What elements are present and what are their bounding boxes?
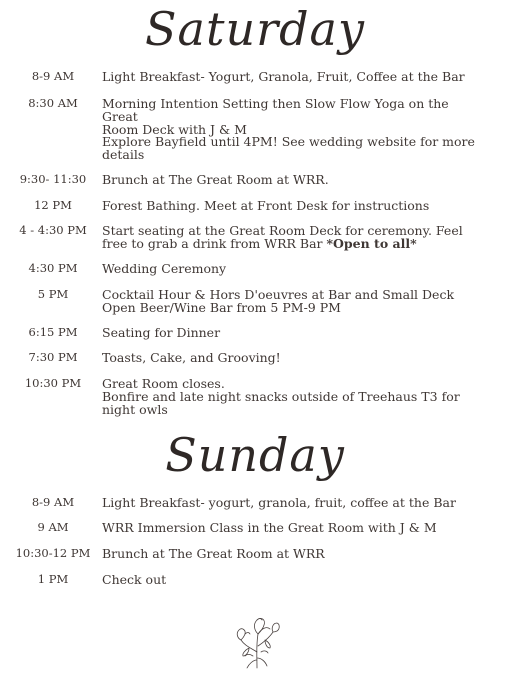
- schedule-time: 5 PM: [37, 287, 69, 301]
- schedule-time: 10:30 PM: [24, 376, 82, 390]
- schedule-time: 4:30 PM: [28, 261, 78, 275]
- schedule-time: 10:30-12 PM: [15, 546, 91, 560]
- schedule-desc: Light Breakfast- Yogurt, Granola, Fruit, Coffee at the Bar: [102, 69, 465, 84]
- schedule-time: 9 AM: [37, 520, 69, 534]
- schedule-desc: Seating for Dinner: [102, 325, 221, 340]
- schedule-desc: Morning Intention Setting then Slow Flow Yoga on the Great Room Deck with J & M: [102, 96, 449, 137]
- schedule-desc: Light Breakfast- yogurt, granola, fruit, coffee at the Bar: [102, 495, 456, 510]
- schedule-desc: [102, 224, 486, 250]
- schedule-desc: Explore Bayfield until 4PM! See wedding website for more details: [102, 134, 475, 162]
- schedule-time: 7:30 PM: [28, 350, 78, 364]
- schedule-desc: Cocktail Hour & Hors D'oeuvres at Bar and Small Deck Open Beer/Wine Bar from 5 PM-9 PM: [102, 287, 455, 315]
- schedule-time: 6:15 PM: [28, 325, 78, 339]
- floral-sprig-icon: [233, 608, 281, 670]
- schedule-time: 12 PM: [34, 198, 72, 212]
- schedule-time: 8-9 AM: [31, 69, 75, 83]
- sunday-title: Sunday: [165, 428, 345, 482]
- saturday-title: Saturday: [145, 2, 365, 56]
- schedule-desc: Wedding Ceremony: [102, 261, 227, 276]
- schedule-desc: Toasts, Cake, and Grooving!: [102, 350, 281, 365]
- schedule-time: 8:30 AM: [28, 96, 78, 110]
- schedule-desc: Brunch at The Great Room at WRR.: [102, 172, 329, 187]
- schedule-time: 4 - 4:30 PM: [19, 223, 87, 237]
- schedule-desc: Forest Bathing. Meet at Front Desk for instructions: [102, 198, 430, 213]
- schedule-time: 8-9 AM: [31, 495, 75, 509]
- schedule-desc: Great Room closes. Bonfire and late night snacks outside of Treehaus T3 for night owls: [102, 376, 460, 417]
- schedule-desc: Check out: [102, 572, 167, 587]
- schedule-time: 1 PM: [37, 572, 69, 586]
- open-to-all-note: *Open to all*: [326, 236, 417, 251]
- schedule-time: 9:30- 11:30: [19, 172, 87, 186]
- schedule-desc-text: Start seating at the Great Room Deck for ceremony. Feel free to grab a drink from WRR Bar: [102, 223, 463, 251]
- schedule-desc: Brunch at The Great Room at WRR: [102, 546, 325, 561]
- schedule-desc: WRR Immersion Class in the Great Room with J & M: [102, 520, 437, 535]
